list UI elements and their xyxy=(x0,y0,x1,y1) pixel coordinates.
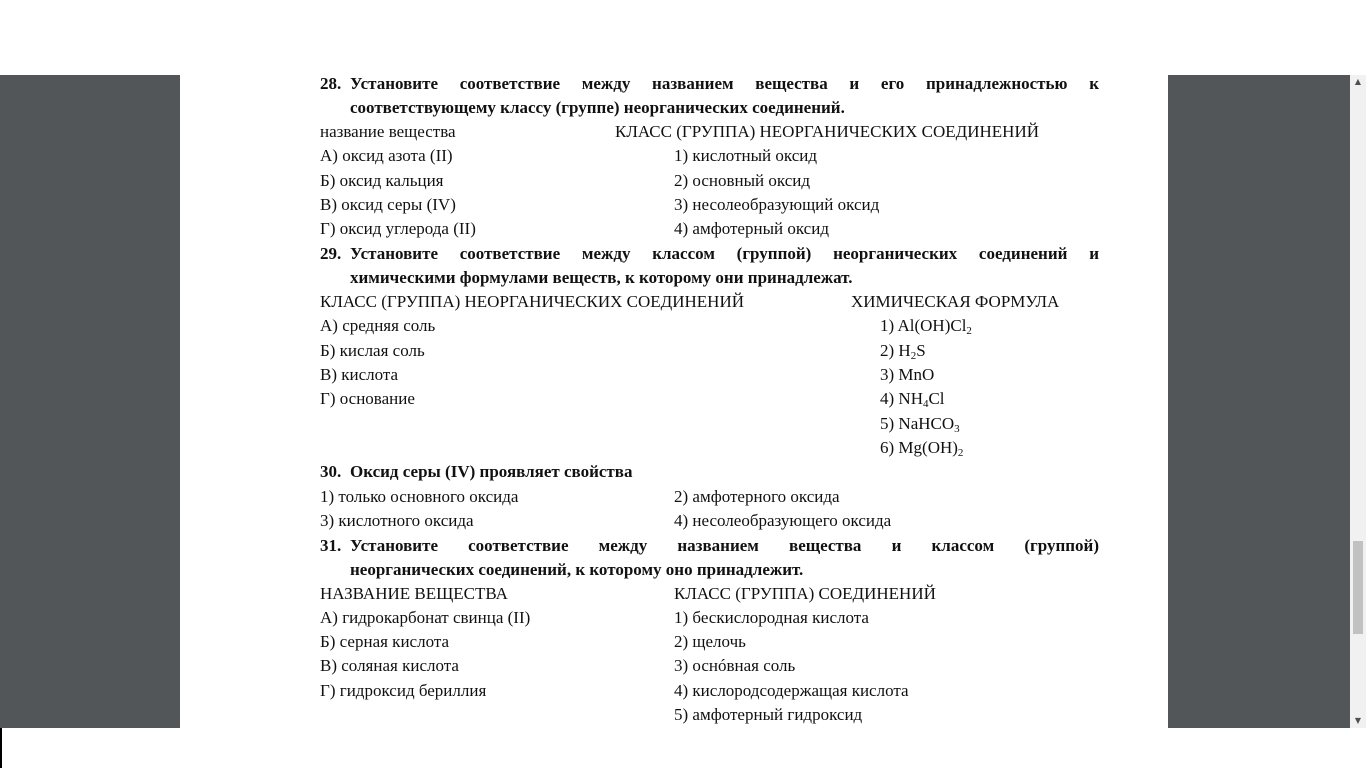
q31-text-line2: неорганических соединений, к которому оно принадлежит. xyxy=(350,560,804,579)
q29-formula: 6) $Mg(OH)_2$ xyxy=(880,438,964,459)
q30-option: 2) амфотерного оксида xyxy=(674,487,840,506)
q31-right-item: 4) кислородсодержащая кислота xyxy=(674,681,909,700)
q31-left-item: Г) гидроксид бериллия xyxy=(320,681,487,700)
bottom-area xyxy=(0,728,1366,768)
document-viewer xyxy=(0,75,1350,728)
q30-option: 1) только основного оксида xyxy=(320,487,519,506)
q28-right-header: КЛАСС (ГРУППА) НЕОРГАНИЧЕСКИХ СОЕДИНЕНИЙ xyxy=(615,122,1040,141)
vertical-scrollbar[interactable] xyxy=(1350,75,1366,728)
q29-formula: 5) NaHCO$_3$ xyxy=(880,414,960,435)
q29-left-item: В) кислота xyxy=(320,365,399,384)
q30-text: Оксид серы (IV) проявляет свойства xyxy=(350,462,633,481)
q31-left-item: Б) серная кислота xyxy=(320,632,450,651)
q31-right-item: 5) амфотерный гидроксид xyxy=(674,705,863,724)
q29-left-header: КЛАСС (ГРУППА) НЕОРГАНИЧЕСКИХ СОЕДИНЕНИЙ xyxy=(320,292,745,311)
q28-left-header: название вещества xyxy=(320,122,456,141)
q29-formula: 3) MnO xyxy=(880,365,935,384)
q29-left-item: Г) основание xyxy=(320,389,415,408)
q31-right-item: 1) бескислородная кислота xyxy=(674,608,869,627)
q28-left-item: А) оксид азота (II) xyxy=(320,146,453,165)
q31-left-header: НАЗВАНИЕ ВЕЩЕСТВА xyxy=(320,584,508,603)
q31-left-item: А) гидрокарбонат свинца (II) xyxy=(320,608,531,627)
q31-number: 31. xyxy=(320,536,342,555)
q31-right-item: 2) щелочь xyxy=(674,632,746,651)
q29-number: 29. xyxy=(320,244,342,263)
q29-text-line2: химическими формулами веществ, к которому они принадлежат. xyxy=(350,268,853,287)
q28-right-item: 1) кислотный оксид xyxy=(674,146,817,165)
q31-right-item: 3) оснóвная соль xyxy=(674,656,796,675)
q28-right-item: 2) основный оксид xyxy=(674,171,810,190)
q28-left-item: Б) оксид кальция xyxy=(320,171,444,190)
q29-formula: 2) $H_2S$ xyxy=(880,341,926,362)
q29-formula: 4) $NH_4Cl$ xyxy=(880,389,945,410)
q28-text-line1: Установите соответствие между названием вещества и его принадлежностью к xyxy=(350,75,1099,93)
q30-number: 30. xyxy=(320,462,342,481)
scroll-thumb[interactable] xyxy=(1353,541,1363,634)
scroll-up-icon[interactable]: ▲ xyxy=(1354,77,1362,86)
window-edge xyxy=(0,728,2,768)
document-page xyxy=(180,75,1168,728)
q29-left-item: Б) кислая соль xyxy=(320,341,425,360)
q28-right-item: 4) амфотерный оксид xyxy=(674,219,829,238)
q28-text-line2: соответствующему классу (группе) неорганических соединений. xyxy=(350,98,845,117)
q31-right-header: КЛАСС (ГРУППА) СОЕДИНЕНИЙ xyxy=(674,584,936,603)
q28-left-item: В) оксид серы (IV) xyxy=(320,195,456,214)
q30-option: 3) кислотного оксида xyxy=(320,511,474,530)
q29-left-item: А) средняя соль xyxy=(320,316,436,335)
q31-text-line1: Установите соответствие между названием вещества и классом (группой) xyxy=(350,536,1099,555)
q29-text-line1: Установите соответствие между классом (группой) неорганических соединений и xyxy=(350,244,1099,263)
scroll-down-icon[interactable]: ▼ xyxy=(1354,716,1362,725)
q28-left-item: Г) оксид углерода (II) xyxy=(320,219,476,238)
q29-formula: 1) $Al(OH)Cl_2$ xyxy=(880,316,972,337)
q29-right-header: ХИМИЧЕСКАЯ ФОРМУЛА xyxy=(851,292,1060,311)
q31-left-item: В) соляная кислота xyxy=(320,656,459,675)
q28-right-item: 3) несолеобразующий оксид xyxy=(674,195,880,214)
q30-option: 4) несолеобразующего оксида xyxy=(674,511,892,530)
q28-number: 28. xyxy=(320,75,342,93)
